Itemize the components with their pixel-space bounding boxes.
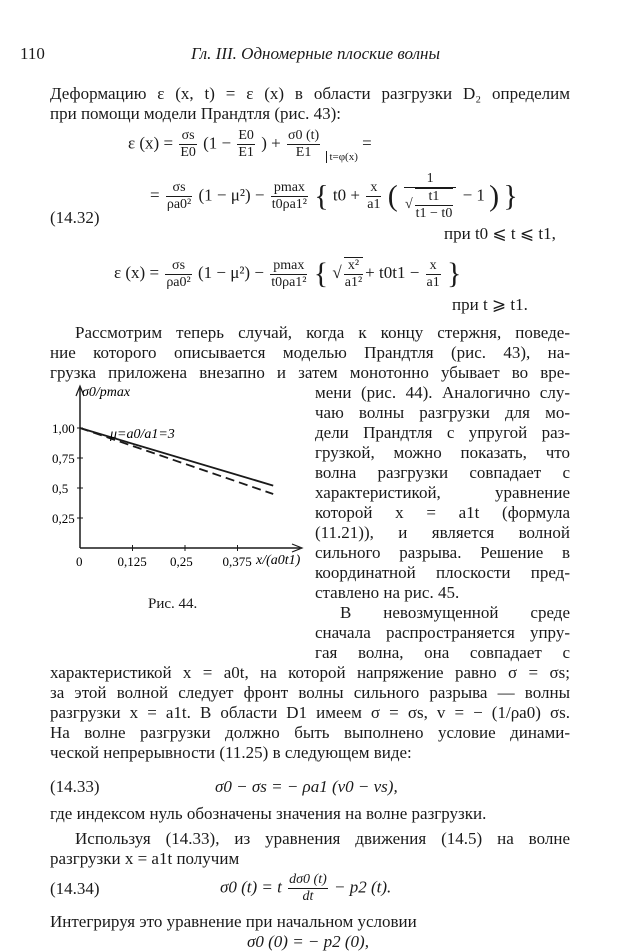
y-tick-label: 0,5 bbox=[52, 481, 69, 496]
para1-right-5: волна разгрузки совпадает с bbox=[315, 463, 570, 482]
eq-14-33-note: где индексом нуль обозначены значения на волне разгрузки. bbox=[50, 804, 487, 823]
page-number: 110 bbox=[20, 44, 45, 63]
para1-wide-1: характеристикой x = a0t, на которой напряжение равно σ = σs; bbox=[50, 663, 570, 682]
para2-line-2: разгрузки x = a1t получим bbox=[50, 849, 240, 868]
equation-14-33: σ0 − σs = − ρa1 (v0 − vs), bbox=[215, 777, 398, 796]
para1-right-3: дели Прандтля с упругой раз- bbox=[315, 423, 570, 442]
equation-number-14-33: (14.33) bbox=[50, 777, 100, 796]
eq-row-1: ε (x) = $\frac{\sigma s}{E0}$ (1 − $\frac{E0}{E1}$ ) + $\frac{\sigma 0 (t)}{E1}$ $_{t=\varphi(x)}$ = bbox=[128, 128, 372, 164]
para1-wide-5: ческой непрерывности (11.25) в следующем виде: bbox=[50, 743, 412, 762]
eq-row-2: = $\frac{\sigma s}{\text{ρa0²}}$ (1 − μ²) − $\frac{pmax}{\text{t0ρa1²}}$ { t0 + $\frac{x}{a1}$ ( 1 √ $\frac{t1}{t1 - t0}$ − 1 ) } bbox=[150, 171, 518, 221]
chart-axes bbox=[76, 386, 302, 552]
fraction: $\frac{\sigma s}{E0}$ bbox=[180, 128, 196, 160]
para3-line-1: Интегрируя это уравнение при начальном условии bbox=[50, 912, 417, 931]
para1-right-12: В невозмущенной среде bbox=[340, 603, 570, 622]
origin-label: 0 bbox=[76, 554, 83, 569]
y-tick-label: 0,25 bbox=[52, 511, 75, 526]
fraction: $\frac{E0}{E1}$ bbox=[238, 128, 254, 160]
mu-annotation: μ=a0/a1=3 bbox=[110, 427, 175, 442]
para1-right-11: ставлено на рис. 45. bbox=[315, 583, 460, 602]
figure-caption: Рис. 44. bbox=[148, 596, 198, 612]
para1-line-2: ние которого описывается моделью Прандтля (рис. 43), на- bbox=[50, 343, 570, 362]
x-tick-label: 0,25 bbox=[170, 554, 193, 569]
x-tick-label: 0,375 bbox=[222, 554, 252, 569]
para1-right-13: сначала распространяется упру- bbox=[315, 623, 570, 642]
para1-right-10: координатной плоскости пред- bbox=[315, 563, 570, 582]
para1-wide-2: за этой волной следует фронт волны сильного разрыва — волны bbox=[50, 683, 570, 702]
equation-number-14-32: (14.32) bbox=[50, 208, 100, 227]
para1-line-1: Рассмотрим теперь случай, когда к концу стержня, поведе- bbox=[75, 323, 570, 342]
chart-ticks bbox=[52, 421, 252, 569]
chart-series bbox=[80, 428, 273, 494]
figure-44-chart bbox=[40, 380, 310, 620]
para1-right-8: (11.21)), и является волной bbox=[315, 523, 570, 542]
para1-right-6: характеристикой, уравнение bbox=[315, 483, 570, 502]
x-tick-label: 0,125 bbox=[117, 554, 147, 569]
y-tick-label: 0,75 bbox=[52, 451, 75, 466]
para2-line-1: Используя (14.33), из уравнения движения (14.5) на волне bbox=[75, 829, 570, 848]
para1-right-7: которой x = a1t (формула bbox=[315, 503, 570, 522]
para1-right-14: гая волна, она совпадает с bbox=[315, 643, 570, 662]
x-axis-label: x/(a0t1) bbox=[256, 553, 301, 568]
para1-line-3: грузка приложена внезапно и затем монотонно убывает во вре- bbox=[50, 363, 570, 382]
running-title: Гл. III. Одномерные плоские волны bbox=[191, 44, 440, 63]
para1-wide-4: На волне разгрузки должно быть выполнено условие динами- bbox=[50, 723, 570, 742]
para1-right-4: грузкой, можно показать, что bbox=[315, 443, 570, 462]
intro-line-1: Деформацию ε (x, t) = ε (x) в области разгрузки D₂ определим bbox=[50, 84, 570, 103]
y-tick-label: 1,00 bbox=[52, 421, 75, 436]
y-axis-label: σ0/pmax bbox=[82, 385, 131, 400]
series-line-dashed bbox=[80, 428, 273, 494]
para3-line-2: σ0 (0) = − p2 (0), bbox=[247, 932, 369, 951]
eq-row-3: ε (x) = $\frac{\sigma s}{\text{ρa0²}}$ (1 − μ²) − $\frac{pmax}{\text{t0ρa1²}}$ { √ $\frac{\text{x²}}{\text{a1²}}$ + t0t1 − $\frac{x}{a1}$ } bbox=[114, 257, 462, 290]
para1-right-1: мени (рис. 44). Аналогично слу- bbox=[315, 383, 570, 402]
fraction: $\frac{\sigma 0 (t)}{E1}$ bbox=[287, 128, 320, 160]
series-line-solid bbox=[80, 428, 273, 486]
condition-2: при t ⩾ t1. bbox=[452, 295, 528, 314]
para1-right-2: чаю волны разгрузки для мо- bbox=[315, 403, 570, 422]
equation-14-34: σ0 (t) = t $\frac{d\sigma 0 (t)}{dt}$ − p2 (t). bbox=[220, 872, 392, 904]
para1-wide-3: разгрузки x = a1t. В области D1 имеем σ = σs, v = − (1/ρa0) σs. bbox=[50, 703, 570, 722]
para1-right-9: сильного разрыва. Решение в bbox=[315, 543, 570, 562]
equation-number-14-34: (14.34) bbox=[50, 879, 100, 898]
intro-line-2: при помощи модели Прандтля (рис. 43): bbox=[50, 104, 342, 123]
condition-1: при t0 ⩽ t ⩽ t1, bbox=[444, 224, 556, 243]
